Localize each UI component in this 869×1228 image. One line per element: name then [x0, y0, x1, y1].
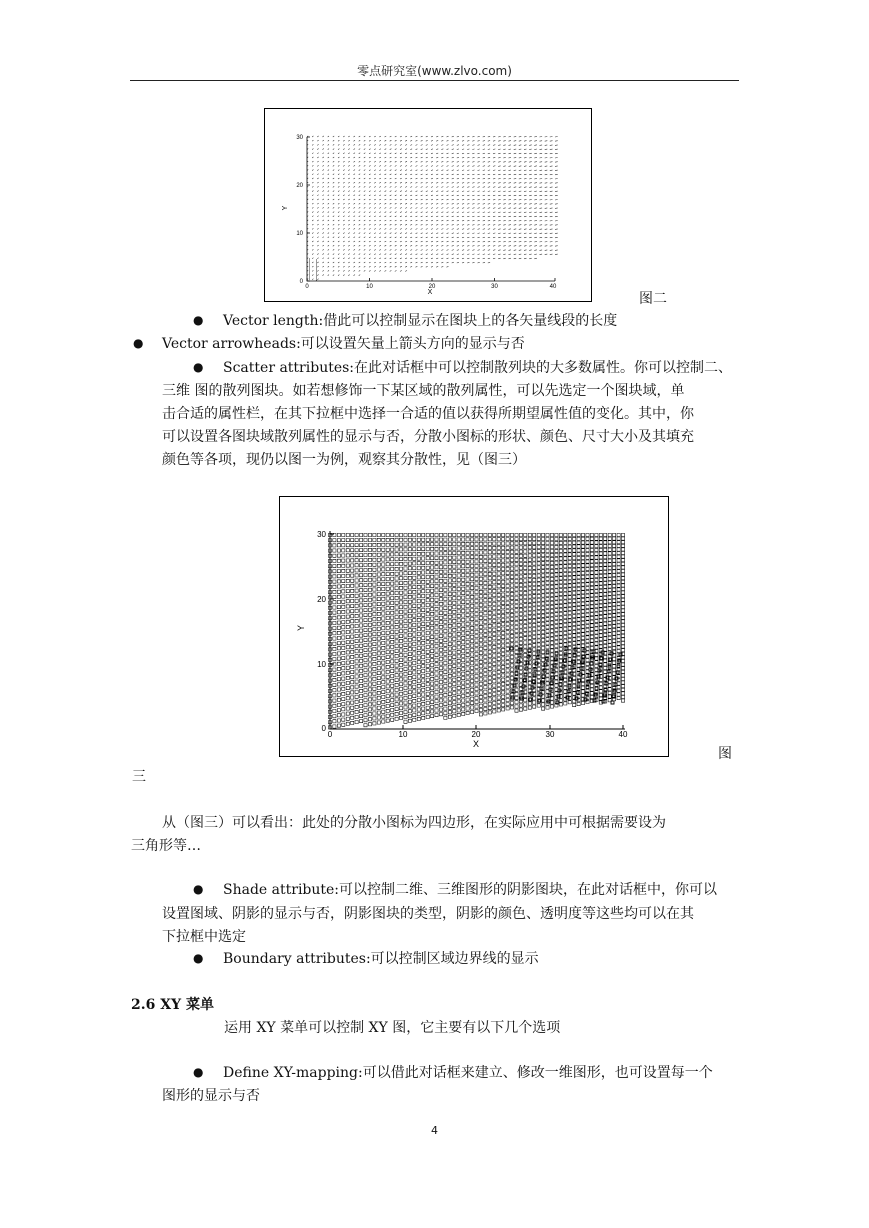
scatter-line-1: Scatter attributes:在此对话框中可以控制散列块的大多数属性。你可以控制二、	[223, 360, 733, 376]
page-header: 零点研究室(www.zlvo.com)	[357, 64, 512, 78]
figure-2-xlabel: X	[427, 289, 433, 296]
shade-line-3: 下拉框中选定	[162, 929, 246, 945]
figure-3-tick-y-20: 20	[317, 595, 326, 604]
vector-arrowheads-text: Vector arrowheads:可以设置矢量上箭头方向的显示与否	[162, 336, 525, 352]
shade-line-1: Shade attribute:可以控制二维、三维图形的阴影图块，在此对话框中，你可以	[223, 882, 718, 898]
figure-3-tick-x-0: 0	[327, 730, 333, 739]
scatter-line-4: 可以设置各图块域散列属性的显示与否，分散小图标的形状、颜色、尺寸大小及其填充	[162, 429, 694, 445]
bullet-icon: ●	[193, 1065, 204, 1079]
figure-2	[264, 108, 592, 302]
page-number: 4	[431, 1124, 438, 1137]
figure-2-tick-x-40: 40	[549, 284, 557, 290]
vector-length-text: Vector length:借此可以控制显示在图块上的各矢量线段的长度	[223, 313, 618, 329]
figure-2-tick-y-30: 30	[296, 135, 303, 141]
figure-3-ylabel: Y	[296, 624, 306, 632]
bullet-icon: ●	[193, 360, 204, 374]
scatter-line-2: 三维 图的散列图块。如若想修饰一下某区域的散列属性，可以先选定一个图块域，单	[162, 383, 685, 399]
scatter-line-3: 击合适的属性栏，在其下拉框中选择一合适的值以获得所期望属性值的变化。其中，你	[162, 406, 694, 422]
figure-2-axes	[307, 137, 555, 281]
bullet-icon: ●	[193, 951, 204, 965]
figure-2-vector-field	[307, 136, 558, 280]
fig3-paragraph-line-1: 从（图三）可以看出：此处的分散小图标为四边形，在实际应用中可根据需要设为	[162, 815, 666, 831]
figure-2-tick-x-10: 10	[366, 284, 373, 290]
figure-3-tick-x-10: 10	[398, 730, 408, 739]
bullet-icon: ●	[193, 313, 204, 327]
figure-3-tick-x-30: 30	[545, 730, 555, 739]
figure-3-tick-x-40: 40	[618, 730, 628, 739]
figure-3-caption-part1: 图	[718, 746, 732, 762]
boundary-line-1: Boundary attributes:可以控制区域边界线的显示	[223, 951, 539, 967]
figure-2-tick-y-10: 10	[296, 231, 303, 237]
figure-2-tick-y-0: 0	[299, 279, 303, 285]
figure-3-tick-y-0: 0	[321, 724, 326, 733]
figure-2-plot	[265, 109, 591, 301]
section-intro: 运用 XY 菜单可以控制 XY 图，它主要有以下几个选项	[224, 1020, 561, 1036]
figure-3	[279, 496, 669, 757]
figure-3-tick-y-30: 30	[317, 530, 326, 539]
define-line-2: 图形的显示与否	[162, 1088, 260, 1104]
fig3-paragraph-line-2: 三角形等…	[131, 838, 201, 854]
section-heading: 2.6 XY 菜单	[131, 997, 214, 1013]
shade-line-2: 设置图域、阴影的显示与否，阴影图块的类型，阴影的颜色、透明度等这些均可以在其	[162, 906, 694, 922]
figure-2-caption: 图二	[639, 291, 667, 307]
figure-2-tick-x-30: 30	[491, 284, 498, 290]
figure-2-tick-y-20: 20	[296, 183, 303, 189]
figure-3-xlabel: X	[472, 739, 480, 749]
define-line-1: Define XY-mapping:可以借此对话框来建立、修改一维图形，也可设置每一个	[223, 1065, 713, 1081]
scatter-line-5: 颜色等各项，现仍以图一为例，观察其分散性，见（图三）	[162, 452, 526, 468]
figure-2-tick-x-20: 20	[428, 284, 436, 290]
figure-3-tick-y-10: 10	[317, 660, 326, 669]
figure-3-scatter-field	[328, 533, 624, 729]
bullet-icon: ●	[133, 336, 144, 350]
header-rule	[130, 80, 739, 81]
figure-3-caption-part2: 三	[132, 769, 146, 785]
figure-3-tick-x-20: 20	[471, 730, 481, 739]
figure-3-plot	[280, 497, 668, 756]
figure-2-ylabel: Y	[282, 205, 289, 211]
bullet-icon: ●	[193, 882, 204, 896]
figure-2-tick-x-0: 0	[305, 284, 309, 290]
